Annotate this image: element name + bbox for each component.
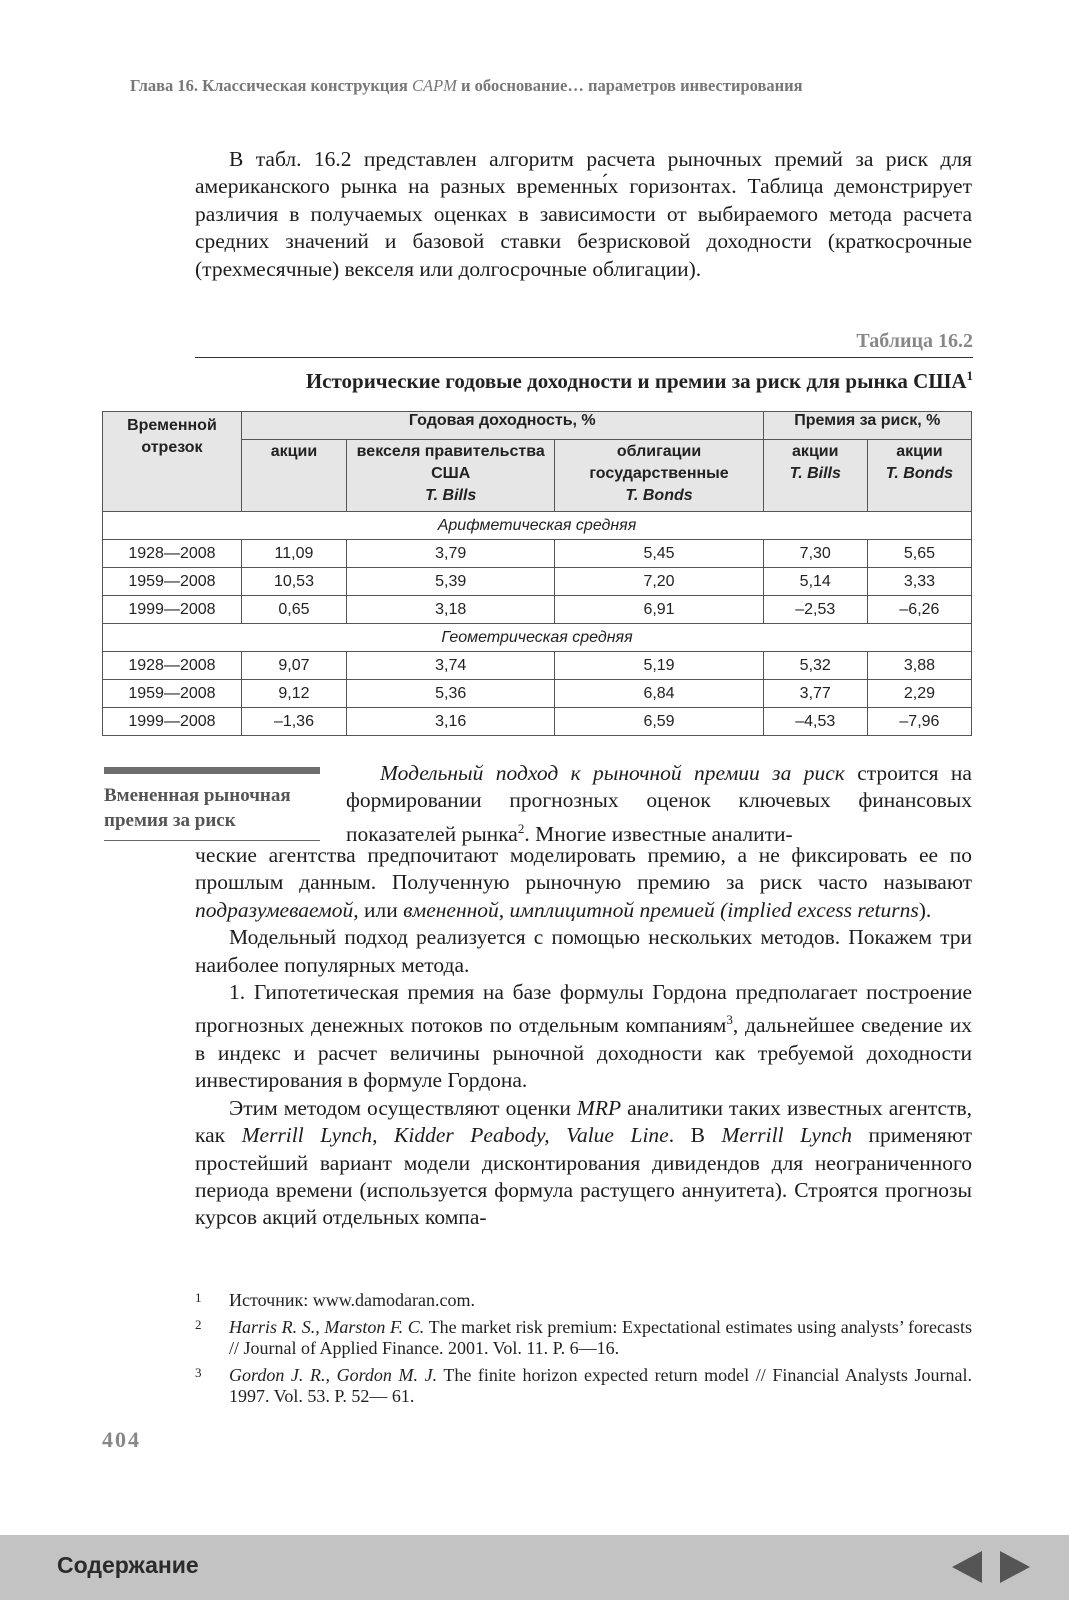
footnote — [195, 1290, 972, 1311]
table-row — [103, 596, 972, 624]
header-bonds-italic: T. Bonds — [625, 487, 693, 504]
cell-period: 1928—2008 — [103, 652, 242, 680]
gordon-paragraph — [195, 979, 972, 1095]
table-row — [103, 652, 972, 680]
header-stocks: акции — [241, 440, 346, 512]
model-approach-paragraph-start — [346, 760, 972, 848]
gordon-text-2: , дальнейшее сведение их в индекс и расчет величины рыночной доходности как требуемой доходности инвестирования в формуле Гордона. — [195, 1013, 972, 1093]
section-title-arithmetic: Арифметическая средняя — [103, 512, 972, 540]
model-approach-text: строится на формировании прогнозных оценок ключевых финансовых показателей рынка — [346, 761, 972, 846]
table-row — [103, 708, 972, 736]
cell-premium-bonds: 5,65 — [867, 540, 971, 568]
side-note-rule — [104, 840, 320, 841]
cell-period: 1959—2008 — [103, 568, 242, 596]
header-premium-bills — [763, 440, 867, 512]
header-annual-return: Годовая доходность, % — [241, 412, 763, 440]
cell-period: 1999—2008 — [103, 596, 242, 624]
mrp-term: MRP — [576, 1095, 622, 1120]
cell-premium-bills: 5,32 — [763, 652, 867, 680]
model-approach-term: Модельный подход к рыночной премии за риск — [380, 761, 845, 785]
implied-premium-term-2: вмененной, имплицитной премией (implied excess returns — [403, 897, 919, 922]
cell-stocks: –1,36 — [241, 708, 346, 736]
header-premium-bills-text: акции — [792, 443, 839, 460]
returns-table — [102, 411, 972, 736]
cell-stocks: 10,53 — [241, 568, 346, 596]
methods-paragraph: Модельный подход реализуется с помощью нескольких методов. Покажем три наиболее популярных метода. — [195, 925, 972, 977]
implied-premium-text: ческие агентства предпочитают моделировать премию, а не фиксировать ее по прошлым данным. Полученную рыночную премию за риск часто называют — [195, 843, 972, 895]
table-caption — [195, 368, 973, 394]
footnote-number: 2 — [195, 1317, 202, 1332]
table-row — [103, 540, 972, 568]
agencies-text-2: аналитики таких известных агентств, как — [195, 1095, 972, 1148]
footnote-number: 3 — [195, 1365, 202, 1380]
agencies-names: Merrill Lynch, Kidder Peabody, Value Line — [241, 1123, 669, 1148]
cell-premium-bonds: 3,33 — [867, 568, 971, 596]
cell-bills: 5,39 — [347, 568, 555, 596]
cell-stocks: 11,09 — [241, 540, 346, 568]
footnote — [195, 1317, 972, 1359]
footnote-authors: Harris R. S., Marston F. C. — [229, 1317, 425, 1337]
bottom-nav-bar — [0, 1535, 1069, 1600]
footnote-ref-3: 3 — [726, 1012, 733, 1028]
table-number: Таблица 16.2 — [856, 330, 973, 352]
footnotes — [195, 1290, 972, 1413]
footnote-number: 1 — [195, 1290, 202, 1305]
section-title-geometric: Геометрическая средняя — [103, 624, 972, 652]
table-rule — [195, 357, 973, 358]
triangle-right-icon — [996, 1549, 1032, 1585]
header-bills-italic: T. Bills — [425, 487, 477, 504]
table-row — [103, 568, 972, 596]
table-caption-text: Исторические годовые доходности и премии за риск для рынка США — [305, 369, 967, 393]
cell-period: 1928—2008 — [103, 540, 242, 568]
header-bills — [347, 440, 555, 512]
cell-bills: 3,16 — [347, 708, 555, 736]
agencies-text-4: применяют простейший вариант модели дисконтирования дивидендов для неограниченного периода времени (используется формула растущего аннуитета). Строятся прогнозы курсов акций отдельных компа- — [195, 1123, 972, 1230]
gordon-text-1: 1. Гипотетическая премия на базе формулы Гордона предполагает построение прогнозных денежных потоков по отдельным компаниям — [195, 980, 972, 1038]
footnote-authors: Gordon J. R., Gordon M. J. — [229, 1365, 438, 1385]
cell-bills: 5,36 — [347, 680, 555, 708]
cell-period: 1999—2008 — [103, 708, 242, 736]
agencies-text-3: . В — [668, 1123, 722, 1148]
cell-premium-bonds: –7,96 — [867, 708, 971, 736]
footnote-text — [229, 1290, 972, 1311]
agencies-text-1: Этим методом осуществляют оценки — [229, 1095, 577, 1120]
header-premium-bonds-text: акции — [896, 443, 943, 460]
cell-bonds: 6,91 — [555, 596, 763, 624]
side-note-bar — [104, 767, 320, 774]
next-page-button[interactable] — [996, 1549, 1032, 1585]
cell-bonds: 5,45 — [555, 540, 763, 568]
header-premium-bills-italic: T. Bills — [789, 465, 841, 482]
footnote-ref-2: 2 — [517, 820, 525, 836]
cell-premium-bills: 3,77 — [763, 680, 867, 708]
footnote-body: The market risk premium: Expectational estimates using analysts’ forecasts // Journal of Applied Finance. 2001. Vol. 11. P. 6—16. — [229, 1317, 972, 1358]
running-header — [130, 76, 960, 96]
cell-stocks: 9,07 — [241, 652, 346, 680]
running-header-pre: Глава 16. Классическая конструкция — [130, 76, 412, 95]
footnote-text — [229, 1317, 972, 1359]
cell-premium-bonds: 3,88 — [867, 652, 971, 680]
cell-bonds: 5,19 — [555, 652, 763, 680]
header-period: Временной отрезок — [103, 412, 242, 512]
cell-premium-bills: –4,53 — [763, 708, 867, 736]
header-bills-text: векселя правительства США — [356, 443, 545, 482]
merrill-lynch-term: Merrill Lynch — [721, 1123, 852, 1148]
model-approach-paragraph-end — [195, 842, 972, 924]
triangle-left-icon — [950, 1549, 986, 1585]
agencies-paragraph — [195, 1095, 972, 1232]
intro-paragraph: В табл. 16.2 представлен алгоритм расчета рыночных премий за риск для американского рынка на разных временны́х горизонтах. Таблица демонстрирует различия в получаемых оценках в зависимости от выбираемого метода расчета средних значений и базовой ставки безрисковой доходности (краткосрочные (трехмесячные) векселя или долгосрочные облигации). — [195, 147, 972, 281]
cell-premium-bills: 7,30 — [763, 540, 867, 568]
cell-period: 1959—2008 — [103, 680, 242, 708]
model-approach-text-2: . Многие известные аналити- — [524, 821, 793, 846]
cell-premium-bills: 5,14 — [763, 568, 867, 596]
cell-bills: 3,18 — [347, 596, 555, 624]
implied-premium-term-1: подразумеваемой — [195, 897, 354, 922]
implied-premium-end: ). — [918, 897, 932, 922]
main-text-part-b — [195, 842, 972, 1232]
footnote — [195, 1365, 972, 1407]
header-bonds-text: облигации государственные — [589, 443, 729, 482]
page-number: 404 — [102, 1427, 141, 1452]
cell-bonds: 6,84 — [555, 680, 763, 708]
prev-page-button[interactable] — [950, 1549, 986, 1585]
implied-premium-mid: , или — [353, 897, 404, 922]
running-header-post: и обоснование… параметров инвестирования — [456, 76, 803, 95]
header-bonds — [555, 440, 763, 512]
cell-bonds: 6,59 — [555, 708, 763, 736]
cell-premium-bonds: 2,29 — [867, 680, 971, 708]
running-header-italic: CAPM — [411, 76, 457, 95]
cell-bills: 3,79 — [347, 540, 555, 568]
header-risk-premium: Премия за риск, % — [763, 412, 971, 440]
footnote-text — [229, 1365, 972, 1407]
intro-paragraph-block — [195, 146, 972, 283]
cell-premium-bills: –2,53 — [763, 596, 867, 624]
cell-bonds: 7,20 — [555, 568, 763, 596]
cell-bills: 3,74 — [347, 652, 555, 680]
table-of-contents-link[interactable]: Содержание — [57, 1552, 199, 1578]
cell-stocks: 9,12 — [241, 680, 346, 708]
table-caption-footnote-ref: 1 — [966, 368, 973, 383]
cell-stocks: 0,65 — [241, 596, 346, 624]
side-note-label: Вмененная рыночная премия за риск — [104, 785, 291, 831]
footnote-body: The finite horizon expected return model // Financial Analysts Journal. 1997. Vol. 53. P. 52— 61. — [229, 1365, 972, 1406]
table-row — [103, 680, 972, 708]
header-premium-bonds — [867, 440, 971, 512]
cell-premium-bonds: –6,26 — [867, 596, 971, 624]
main-text-part-a — [346, 760, 972, 848]
header-premium-bonds-italic: T. Bonds — [885, 465, 954, 482]
footnote-body: Источник: www.damodaran.com. — [229, 1290, 475, 1310]
